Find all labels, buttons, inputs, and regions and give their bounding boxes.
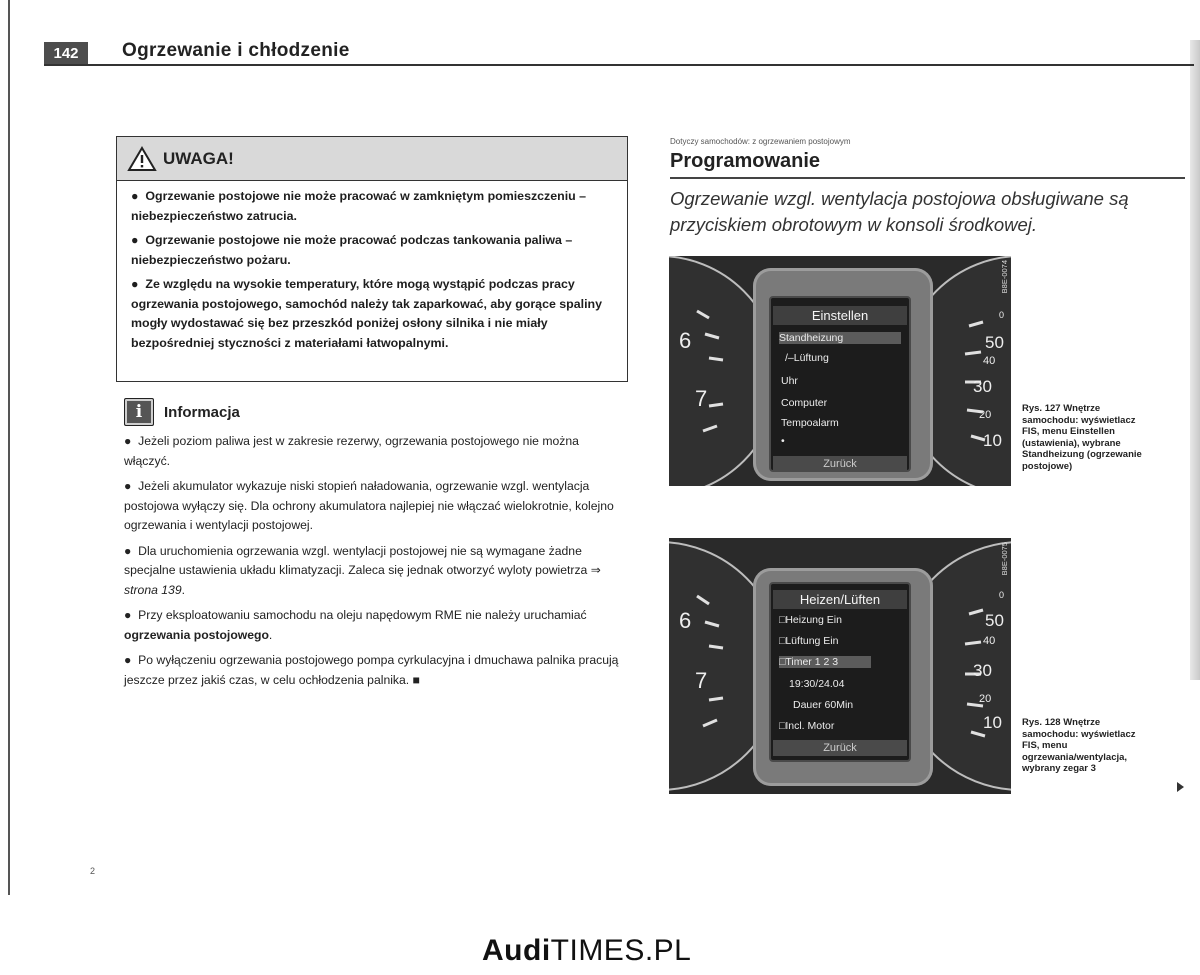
gauge-label: 10 — [983, 713, 1002, 732]
figure-fis-heizen-lueften — [669, 538, 1011, 794]
back-button[interactable]: Zurück — [773, 456, 907, 472]
breadcrumb: Dotyczy samochodów: z ogrzewaniem postojowym — [670, 137, 851, 146]
warning-item: ● Ogrzewanie postojowe nie może pracować podczas tankowania paliwa – niebezpieczeństwo pożaru. — [131, 233, 573, 267]
gauge-label: 40 — [983, 355, 996, 367]
menu-item[interactable]: Dauer 60Min — [793, 699, 854, 711]
menu-item[interactable]: Computer — [781, 397, 828, 409]
gauge-label: 7 — [695, 668, 708, 693]
info-list — [124, 432, 628, 696]
gauge-label: 20 — [979, 693, 992, 705]
page-edge-line — [8, 0, 10, 895]
gauge-label: 30 — [973, 377, 992, 396]
figure-code: B8E-0075 — [1000, 542, 1009, 576]
section-title: Programowanie — [670, 150, 821, 172]
warning-item: ● Ze względu na wysokie temperatury, które mogą wystąpić podczas pracy ogrzewania postojowego, samochód należy tak zaparkować, aby gorące spaliny mogły wydostawać się bez przeszkód poniżej osłony silnika i nie miały bezpośredniej styczności z materiałami łatwopalnymi. — [131, 277, 602, 350]
menu-item[interactable]: Tempoalarm — [781, 417, 839, 429]
site-watermark: AudiTIMES.PL — [482, 934, 692, 967]
gauge-label: 10 — [983, 431, 1002, 450]
header-rule — [44, 64, 1194, 66]
menu-item[interactable]: Uhr — [781, 375, 798, 387]
gauge-label: 50 — [985, 333, 1004, 352]
info-item: ● Dla uruchomienia ogrzewania wzgl. wentylacji postojowej nie są wymagane żadne specjalne ustawienia układu klimatyzacji. Zaleca się jednak otworzyć wyloty powietrza ⇒ strona 139. — [124, 543, 601, 597]
figure-caption: Rys. 127 Wnętrze samochodu: wyświetlacz FIS, menu Einstellen (ustawienia), wybrane Standheizung (ogrzewanie postojowe) — [1022, 403, 1142, 472]
gauge-label: 0 — [999, 590, 1005, 600]
warning-triangle-icon — [127, 146, 157, 172]
menu-item[interactable]: □Incl. Motor — [779, 720, 835, 732]
gauge-label: 50 — [985, 611, 1004, 630]
lead-paragraph: Ogrzewanie wzgl. wentylacja postojowa obsługiwane są przyciskiem obrotowym w konsoli środkowej. — [670, 188, 1129, 235]
info-header — [124, 398, 240, 426]
info-item: ● Przy eksploatowaniu samochodu na oleju napędowym RME nie należy uruchamiać ogrzewania postojowego. — [124, 608, 587, 642]
figure-code: B8E-0074 — [1000, 260, 1009, 294]
gauge-label: 0 — [999, 310, 1005, 320]
gauge-label: 30 — [973, 661, 992, 680]
screen-title: Heizen/Lüften — [773, 590, 907, 609]
info-item: ● Po wyłączeniu ogrzewania postojowego pompa cyrkulacyjna i dmuchawa palnika pracują jeszcze przez jakiś czas, w celu ochłodzenia palnika. ■ — [124, 653, 619, 687]
section-rule — [670, 177, 1185, 179]
chapter-title: Ogrzewanie i chłodzenie — [122, 40, 350, 61]
warning-title: UWAGA! — [163, 148, 234, 168]
gauge-label: 6 — [679, 328, 692, 353]
figure-caption: Rys. 128 Wnętrze samochodu: wyświetlacz FIS, menu ogrzewania/wentylacja, wybrany zegar 3 — [1022, 717, 1136, 774]
menu-item-selected[interactable]: □Timer 1 2 3 — [779, 656, 871, 668]
menu-item-selected[interactable]: Standheizung — [779, 332, 901, 344]
menu-item[interactable]: □Heizung Ein — [779, 614, 842, 626]
page-reference-link[interactable]: strona 139 — [124, 582, 182, 597]
warning-item: ● Ogrzewanie postojowe nie może pracować w zamkniętym pomieszczeniu – niebezpieczeństwo zatrucia. — [131, 189, 587, 223]
info-item: ● Jeżeli akumulator wykazuje niski stopień naładowania, ogrzewanie wzgl. wentylacja postojowa wyłączy się. Dla ochrony akumulatora najlepiej nie włączać wielokrotnie, kolejno ogrzewania i wentylacji postojowej. — [124, 479, 614, 532]
warning-body — [117, 181, 627, 353]
info-title: Informacja — [164, 403, 240, 421]
menu-item: 19:30/24.04 — [789, 678, 845, 690]
info-item: ● Jeżeli poziom paliwa jest w zakresie rezerwy, ogrzewania postojowego nie można włączyć. — [124, 434, 579, 468]
figure-fis-einstellen — [669, 256, 1011, 486]
warning-box — [116, 136, 628, 382]
display-screen — [769, 582, 911, 762]
gauge-label: 20 — [979, 409, 992, 421]
warning-header — [117, 137, 627, 181]
gauge-label: 40 — [983, 635, 996, 647]
menu-item[interactable]: □Lüftung Ein — [779, 635, 839, 647]
page-mark: 2 — [90, 866, 96, 876]
gauge-label: 7 — [695, 386, 708, 411]
back-button[interactable]: Zurück — [773, 740, 907, 756]
continue-arrow-icon — [1177, 782, 1184, 792]
info-icon: i — [124, 398, 154, 426]
page-edge-shadow — [1190, 40, 1200, 680]
menu-item: • — [781, 435, 785, 447]
menu-item[interactable]: /–Lüftung — [785, 352, 829, 364]
screen-title: Einstellen — [773, 306, 907, 325]
page-number: 142 — [44, 42, 88, 64]
gauge-label: 6 — [679, 608, 692, 633]
